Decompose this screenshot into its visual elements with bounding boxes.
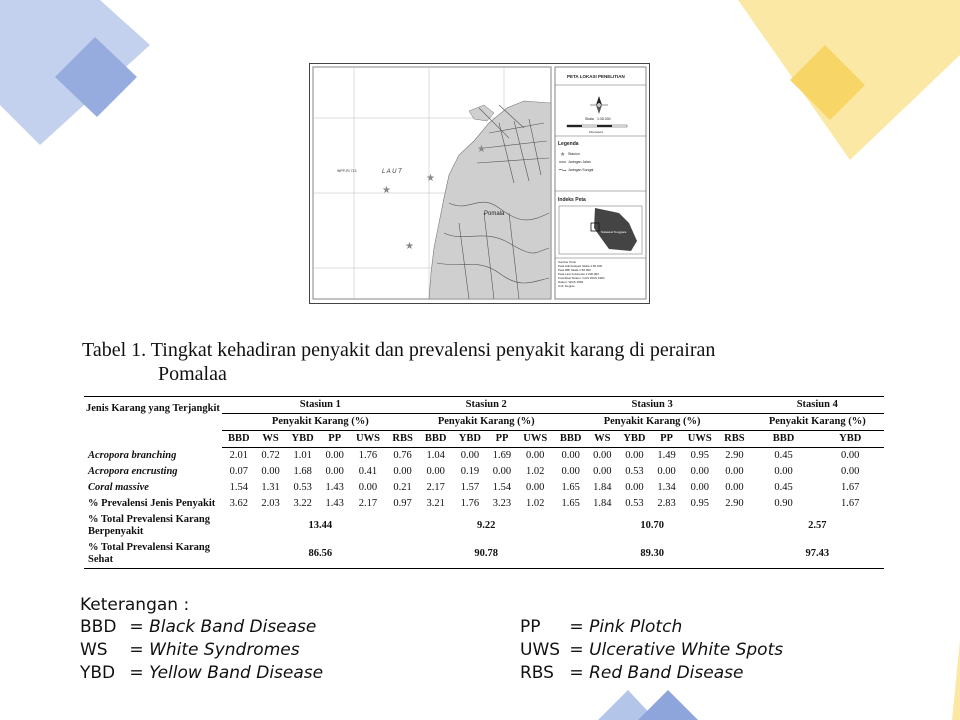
table-cell: 0.00 [625, 450, 644, 461]
disease-subheader: Penyakit Karang (%) [419, 414, 554, 431]
table-cell: 0.00 [492, 466, 512, 477]
legend-desc: Yellow Band Disease [149, 663, 324, 683]
table-cell: 1.65 [561, 482, 580, 493]
table-cell: 0.45 [774, 450, 793, 461]
map-source-line: Peta RBI Skala 1:50.000 [558, 268, 591, 272]
table-cell: 0.45 [774, 482, 793, 493]
column-header: YBD [285, 431, 320, 448]
map-legend-item: Jaringan Jalan [568, 160, 591, 164]
station-header: Stasiun 3 [554, 397, 751, 414]
table-cell: 0.00 [325, 466, 344, 477]
station-header: Stasiun 2 [419, 397, 554, 414]
column-header: UWS [681, 431, 718, 448]
table-cell: 2.90 [725, 450, 744, 461]
table-cell: 0.76 [393, 450, 412, 461]
legend-abbr: YBD [80, 663, 116, 683]
table-cell: 0.00 [725, 482, 744, 493]
table-cell: 1.02 [526, 498, 545, 509]
map-scale-label: Skala [585, 117, 594, 121]
disease-subheader: Penyakit Karang (%) [554, 414, 751, 431]
table-cell: 0.53 [293, 482, 312, 493]
map-index-title: Indeks Peta [558, 197, 586, 203]
column-header: PP [320, 431, 350, 448]
total-row [84, 540, 884, 569]
total-cell: 2.57 [808, 520, 827, 531]
legend-item: RBS = Red Band Disease [520, 663, 744, 683]
table-cell: 0.00 [526, 450, 545, 461]
table-cell: 2.03 [261, 498, 280, 509]
table-cell: 3.23 [492, 498, 512, 509]
table-cell: 0.19 [460, 466, 480, 477]
table-cell: 0.00 [261, 466, 280, 477]
column-header: YBD [453, 431, 488, 448]
table-cell: 1.84 [593, 482, 612, 493]
map-source-line: Unit: Degree [558, 284, 575, 288]
map-legend-item: Stasiun [568, 152, 580, 156]
table-cell: 1.43 [325, 498, 344, 509]
table-cell: 0.00 [358, 482, 378, 493]
table-cell: 0.00 [774, 466, 793, 477]
table-cell: 0.00 [561, 450, 580, 461]
corner-header: Jenis Karang yang Terjangkit [84, 397, 222, 448]
map-source-line: Peta Administrasi Skala 1:50.000 [558, 264, 603, 268]
row-label: % Prevalensi Jenis Penyakit [88, 498, 216, 509]
table-cell: 2.01 [229, 450, 249, 461]
table-cell: 1.43 [325, 482, 344, 493]
table-cell: 1.68 [293, 466, 312, 477]
coral-disease-table [84, 396, 884, 569]
table-cell: 0.95 [690, 450, 709, 461]
map-scale-unit: Kilometers [589, 130, 604, 134]
total-cell: 89.30 [554, 540, 751, 569]
table-cell: 1.76 [358, 450, 378, 461]
table-cell: 0.00 [657, 466, 676, 477]
column-header: PP [652, 431, 682, 448]
table-cell: 0.41 [358, 466, 378, 477]
table-cell: 0.00 [426, 466, 445, 477]
map-legend-item: Jaringan Sungai [568, 168, 594, 172]
table-cell: 0.00 [725, 466, 744, 477]
table-cell: 2.17 [358, 498, 378, 509]
table-cell: 0.21 [393, 482, 412, 493]
table-cell: 1.65 [561, 498, 580, 509]
table-caption [82, 338, 842, 386]
table-cell: 0.90 [774, 498, 793, 509]
table-cell: 0.00 [325, 450, 344, 461]
total-cell: 90.78 [419, 540, 554, 569]
table-cell: 1.34 [657, 482, 676, 493]
table-cell: 0.00 [593, 450, 612, 461]
decor-top-right [730, 0, 960, 170]
map-legend-title: Legenda [558, 141, 579, 147]
column-header: RBS [718, 431, 750, 448]
station-header: Stasiun 4 [751, 397, 884, 414]
table-cell: 0.00 [841, 450, 860, 461]
table-cell: 3.21 [426, 498, 445, 509]
column-header: UWS [350, 431, 387, 448]
table-cell: 0.00 [690, 482, 709, 493]
column-header: BBD [222, 431, 256, 448]
map-title: PETA LOKASI PENELITIAN [567, 74, 625, 79]
legend-item: WS = White Syndromes [80, 640, 300, 660]
total-cell: 97.43 [751, 540, 884, 569]
map-index-label: Sulawesi Tenggara [601, 230, 627, 234]
table-cell: 1.49 [657, 450, 676, 461]
table-cell: 0.00 [593, 466, 612, 477]
station-header-row [84, 397, 884, 414]
table-cell: 1.01 [293, 450, 312, 461]
table-cell: 1.69 [492, 450, 512, 461]
table-row [84, 480, 884, 496]
table-cell: 0.95 [690, 498, 709, 509]
legend-abbr: WS [80, 640, 108, 660]
legend-item: PP = Pink Plotch [520, 617, 683, 637]
legend-star-icon: ★ [560, 152, 566, 158]
svg-text:★: ★ [477, 144, 486, 155]
table-cell: 0.00 [841, 466, 860, 477]
table-cell: 1.04 [426, 450, 445, 461]
legend-desc: Red Band Disease [589, 663, 744, 683]
column-header: PP [487, 431, 517, 448]
legend-abbr: UWS [520, 640, 561, 660]
column-header: YBD [816, 431, 884, 448]
map-town-label: Pomala [484, 211, 505, 217]
total-cell: 13.44 [308, 520, 333, 531]
table-cell: 0.00 [561, 466, 580, 477]
table-cell: 0.53 [625, 466, 644, 477]
legend-abbr: PP [520, 617, 541, 637]
table-cell: 0.00 [393, 466, 412, 477]
table-cell: 1.84 [593, 498, 612, 509]
table-cell: 0.00 [690, 466, 709, 477]
svg-text:★: ★ [426, 173, 435, 184]
legend-desc: Pink Plotch [589, 617, 683, 637]
row-label: Acropora branching [88, 449, 177, 461]
table-cell: 3.22 [293, 498, 312, 509]
table-cell: 2.17 [426, 482, 445, 493]
table-cell: 1.02 [526, 466, 545, 477]
row-label: Acropora encrusting [88, 466, 178, 477]
map-source-line: Peta Laut Indonesia 1:200.000 [558, 272, 599, 276]
disease-subheader: Penyakit Karang (%) [222, 414, 419, 431]
column-header: BBD [419, 431, 453, 448]
table-cell: 3.62 [229, 498, 249, 509]
decor-top-left [0, 0, 160, 160]
map-source-line: Koordinat Sistem: GCS WGS 1984 [558, 276, 605, 280]
svg-text:★: ★ [382, 185, 391, 196]
legend-desc: White Syndromes [149, 640, 300, 660]
station-header: Stasiun 1 [222, 397, 419, 414]
column-header: BBD [554, 431, 588, 448]
map-scale-value: 1:35.000 [597, 117, 611, 121]
legend-item: YBD = Yellow Band Disease [80, 663, 324, 683]
table-cell: 0.53 [625, 498, 644, 509]
table-cell: 1.67 [841, 482, 860, 493]
table-cell: 0.00 [526, 482, 545, 493]
study-location-map [309, 63, 650, 304]
caption-line-2: Pomalaa [158, 363, 227, 385]
table-cell: 0.97 [393, 498, 412, 509]
table-cell: 0.07 [229, 466, 249, 477]
map-source-line: Sumber Peta: [558, 260, 577, 264]
row-label: Coral massive [88, 482, 149, 493]
row-label: % Total Prevalensi Karang Sehat [84, 540, 222, 569]
column-header: RBS [386, 431, 418, 448]
column-header: WS [588, 431, 618, 448]
legend-title: Keterangan : [80, 595, 190, 615]
decor-bottom-center [598, 690, 748, 720]
column-header: YBD [617, 431, 652, 448]
caption-line-1: Tabel 1. Tingkat kehadiran penyakit dan prevalensi penyakit karang di perairan [82, 339, 716, 361]
table-cell: 1.67 [841, 498, 860, 509]
total-row [84, 512, 884, 540]
table-row [84, 464, 884, 480]
decor-right-edge [950, 640, 960, 720]
column-header: UWS [517, 431, 554, 448]
legend-item: BBD = Black Band Disease [80, 617, 317, 637]
table-row [84, 496, 884, 512]
total-cell: 86.56 [222, 540, 419, 569]
legend-abbr: BBD [80, 617, 117, 637]
row-label: % Total Prevalensi Karang Berpenyakit [88, 514, 211, 537]
table-cell: 1.57 [460, 482, 480, 493]
map-wpp-label: WPP-RI 713 [337, 169, 357, 173]
table-cell: 0.00 [460, 450, 480, 461]
total-cell: 9.22 [477, 520, 496, 531]
table-cell: 1.76 [460, 498, 480, 509]
legend-abbr: RBS [520, 663, 554, 683]
svg-text:★: ★ [405, 241, 414, 252]
legend-desc: Ulcerative White Spots [589, 640, 784, 660]
disease-subheader: Penyakit Karang (%) [751, 414, 884, 431]
legend-item: UWS = Ulcerative White Spots [520, 640, 784, 660]
table-cell: 0.72 [261, 450, 280, 461]
total-cell: 10.70 [640, 520, 664, 531]
legend-desc: Black Band Disease [149, 617, 317, 637]
map-sea-label: L A U T [382, 169, 402, 175]
table-cell: 1.54 [492, 482, 512, 493]
table-cell: 2.83 [657, 498, 676, 509]
table-cell: 1.54 [229, 482, 249, 493]
table-cell: 2.90 [725, 498, 744, 509]
column-header: WS [256, 431, 286, 448]
map-source-line: Datum: WGS 1984 [558, 280, 584, 284]
table-cell: 0.00 [625, 482, 644, 493]
column-header: BBD [751, 431, 817, 448]
table-cell: 1.31 [261, 482, 280, 493]
table-row [84, 448, 884, 465]
